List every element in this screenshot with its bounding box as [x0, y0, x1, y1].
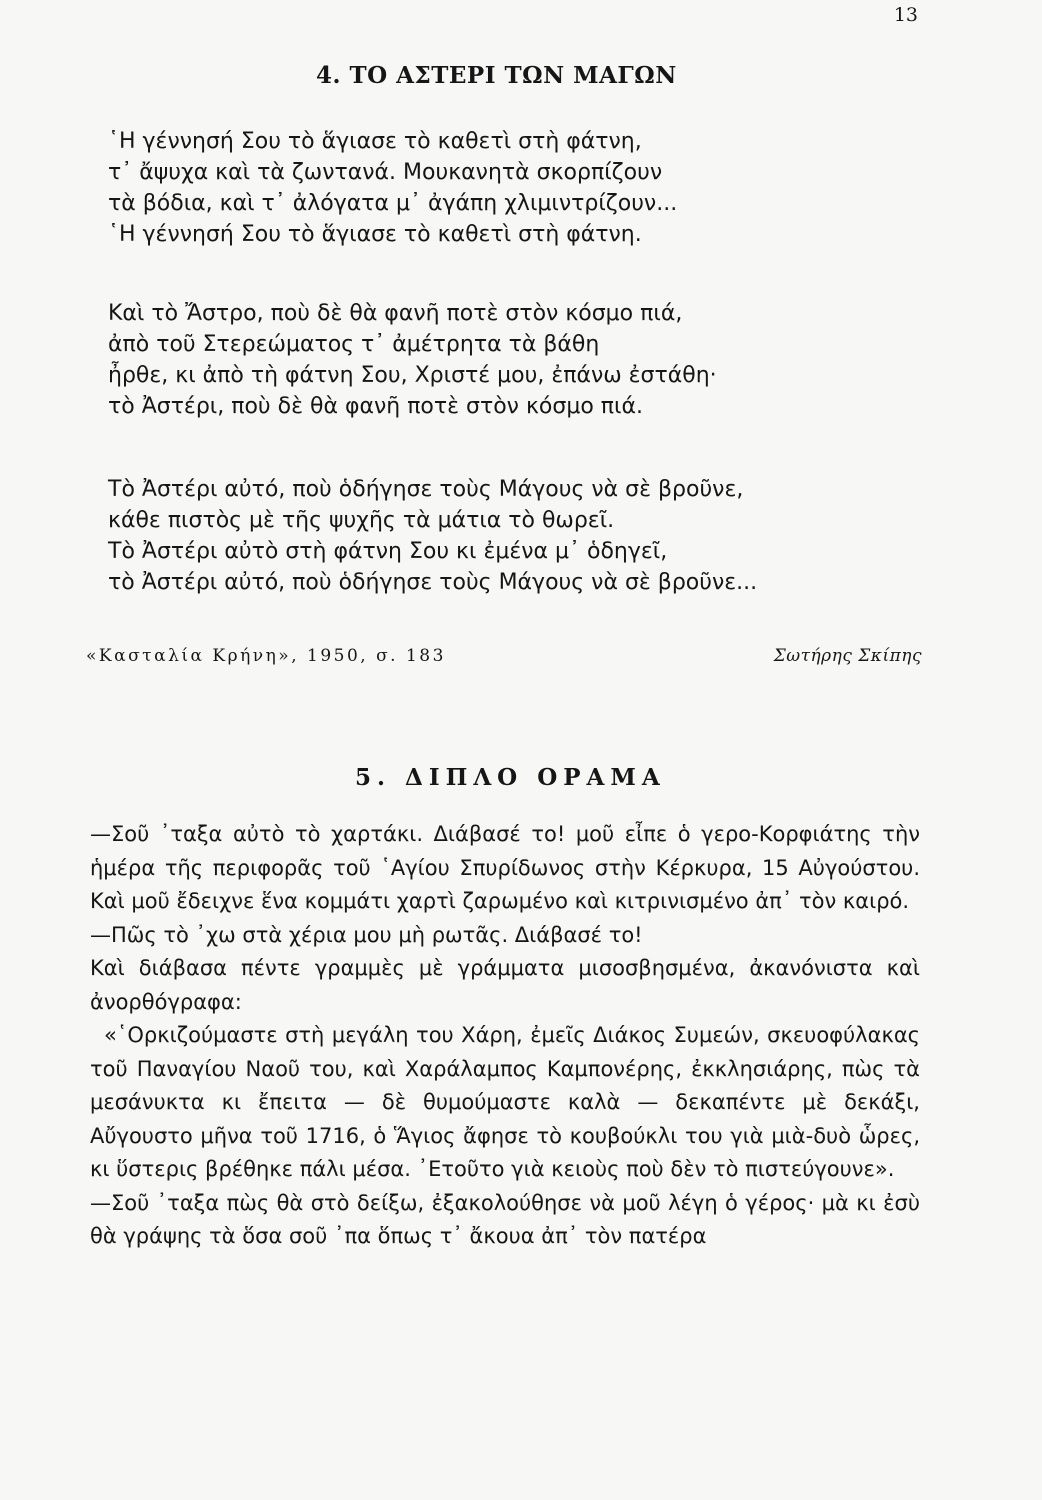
poem-stanza-1 [108, 126, 938, 250]
paragraph: —Πῶς τὸ ᾿χω στὰ χέρια μου μὴ ρωτᾶς. Διάβασέ το! [90, 922, 643, 947]
citation-author: Σωτήρης Σκίπης [773, 646, 922, 666]
poem-line: τὸ Ἀστέρι αὐτό, ποὺ ὁδήγησε τοὺς Μάγους νὰ σὲ βροῦνε... [108, 570, 758, 595]
poem-line: Τὸ Ἀστέρι αὐτὸ στὴ φάτνη Σου κι ἐμένα μ᾿ ὁδηγεῖ, [108, 539, 668, 564]
poem-line: ῾Η γέννησή Σου τὸ ἅγιασε τὸ καθετὶ στὴ φάτνη. [108, 222, 642, 247]
section-title-4: 4. ΤΟ ΑΣΤΕΡΙ ΤΩΝ ΜΑΓΩΝ [316, 62, 677, 89]
poem-line: τ᾿ ἄψυχα καὶ τὰ ζωντανά. Μουκανητὰ σκορπίζουν [108, 160, 663, 185]
citation-source: «Κασταλία Κρήνη», 1950, σ. 183 [86, 646, 446, 666]
paragraph: —Σοῦ ᾿ταξα πὼς θὰ στὸ δείξω, ἐξακολούθησε νὰ μοῦ λέγη ὁ γέρος· μὰ κι ἐσὺ θὰ γράψης τὰ ὅσα σοῦ ᾿πα ὅπως τ᾿ ἄκουα ἀπ᾿ τὸν πατέρα [90, 1190, 920, 1248]
poem-line: ῾Η γέννησή Σου τὸ ἅγιασε τὸ καθετὶ στὴ φάτνη, [108, 129, 642, 154]
paragraph: —Σοῦ ᾿ταξα αὐτὸ τὸ χαρτάκι. Διάβασέ το! μοῦ εἶπε ὁ γερο-Κορφιάτης τὴν ἡμέρα τῆς περιφορᾶς τοῦ ῾Αγίου Σπυρίδωνος στὴν Κέρκυρα, 15 Αὐγούστου. Καὶ μοῦ ἔδειχνε ἕνα κομμάτι χαρτὶ ζαρωμένο καὶ κιτρινισμένο ἀπ᾿ τὸν καιρό. [90, 822, 920, 913]
paragraph: «῾Ορκιζούμαστε στὴ μεγάλη του Χάρη, ἐμεῖς Διάκος Συμεών, σκευοφύλακας τοῦ Παναγίου Ναοῦ του, καὶ Χαράλαμπος Καμπονέρης, ἐκκλησιάρης, πὼς τὰ μεσάνυκτα κι ἔπειτα — δὲ θυμούμαστε καλὰ — δεκαπέντε μὲ δεκάξι, Αὔγουστο μῆνα τοῦ 1716, ὁ Ἅγιος ἄφησε τὸ κουβούκλι του γιὰ μιὰ-δυὸ ὧρες, κι ὕστερις βρέθηκε πάλι μέσα. ᾿Ετοῦτο γιὰ κειοὺς ποὺ δὲν τὸ πιστεύγουνε». [90, 1023, 920, 1181]
poem-line: Καὶ τὸ Ἄστρο, ποὺ δὲ θὰ φανῆ ποτὲ στὸν κόσμο πιά, [108, 301, 683, 326]
section-5-body [90, 818, 920, 1254]
poem-citation [86, 646, 922, 666]
poem-stanza-2 [108, 298, 938, 422]
poem-stanza-3 [108, 474, 938, 598]
poem-line: ἀπὸ τοῦ Στερεώματος τ᾿ ἀμέτρητα τὰ βάθη [108, 332, 600, 357]
poem-line: τὰ βόδια, καὶ τ᾿ ἀλόγατα μ᾿ ἀγάπη χλιμιντρίζουν... [108, 191, 678, 216]
poem-line: Τὸ Ἀστέρι αὐτό, ποὺ ὁδήγησε τοὺς Μάγους νὰ σὲ βροῦνε, [108, 477, 744, 502]
page-number: 13 [893, 4, 918, 26]
poem-line: κάθε πιστὸς μὲ τῆς ψυχῆς τὰ μάτια τὸ θωρεῖ. [108, 508, 615, 533]
poem-line: ἦρθε, κι ἀπὸ τὴ φάτνη Σου, Χριστέ μου, ἐπάνω ἐστάθη· [108, 363, 717, 388]
section-title-5: 5. ΔΙΠΛΟ ΟΡΑΜΑ [355, 764, 666, 791]
poem-line: τὸ Ἀστέρι, ποὺ δὲ θὰ φανῆ ποτὲ στὸν κόσμο πιά. [108, 394, 643, 419]
paragraph: Καὶ διάβασα πέντε γραμμὲς μὲ γράμματα μισοσβησμένα, ἀκανόνιστα καὶ ἀνορθόγραφα: [90, 956, 920, 1014]
